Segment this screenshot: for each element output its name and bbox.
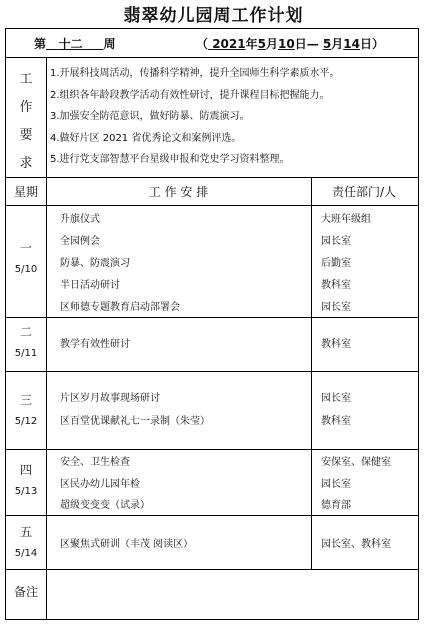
date-range: （ 2021年5月10日— 5月14日）: [196, 37, 385, 51]
task-item: 全园例会: [60, 236, 100, 247]
task-item: 区百堂优课献礼七一录制（朱莹）: [60, 416, 210, 427]
dept-item: 大班年级组: [321, 214, 371, 225]
notes-label: 备注: [13, 585, 38, 599]
task-item: 片区岁月故事现场研讨: [60, 393, 160, 404]
row-divider: [6, 57, 418, 58]
requirement-item: 3.加强安全防范意识，做好防暴、防震演习。: [50, 111, 250, 122]
row-divider: [6, 177, 418, 178]
task-item: 半日活动研讨: [60, 280, 120, 291]
row-divider: [6, 515, 418, 516]
header-tasks: 工 作 安 排: [148, 185, 209, 199]
day-cell-wednesday: 三 5/12: [14, 393, 38, 427]
day-cell-monday: 一 5/10: [14, 241, 38, 275]
column-divider: [46, 57, 47, 619]
plan-table: [5, 28, 419, 620]
row-divider: [6, 449, 418, 450]
dept-item: 园长室: [321, 393, 351, 404]
dept-item: 园长室: [321, 236, 351, 247]
requirements-list: [50, 63, 415, 171]
header-dept: 责任部门/人: [331, 185, 397, 199]
dept-item: 园长室: [321, 302, 351, 313]
task-item: 区聚焦式研训（丰茂 阅读区）: [60, 539, 194, 550]
dept-item: 园长室、教科室: [321, 539, 391, 550]
header-day: 星期: [13, 185, 38, 199]
requirement-item: 1.开展科技周活动，传播科学精神，提升全园师生科学素质水平。: [50, 68, 340, 79]
requirement-item: 5.进行党支部智慧平台星级申报和党史学习资料整理。: [50, 154, 290, 165]
page-title: 翡翠幼儿园周工作计划: [123, 6, 304, 26]
requirements-label: 工 作 要 求: [19, 71, 33, 171]
dept-item: 教科室: [321, 280, 351, 291]
row-divider: [6, 317, 418, 318]
requirement-item: 4.做好片区 2021 省优秀论文和案例评选。: [50, 132, 242, 144]
dept-item: 安保室、保健室: [321, 457, 391, 468]
dept-item: 德育部: [321, 500, 351, 511]
task-item: 安全、卫生检查: [60, 457, 130, 468]
dept-item: 教科室: [321, 339, 351, 350]
week-number: 第 十二 周: [34, 37, 116, 51]
notes-cell: [47, 570, 415, 618]
requirement-item: 2.组织各年龄段教学活动有效性研讨，提升课程目标把握能力。: [50, 89, 330, 101]
dept-item: 园长室: [321, 479, 351, 490]
row-divider: [6, 205, 418, 206]
task-item: 升旗仪式: [60, 214, 100, 225]
task-item: 区师德专题教育启动部署会: [60, 302, 180, 313]
day-cell-friday: 五 5/14: [14, 525, 38, 559]
task-item: 防暴、防震演习: [60, 258, 130, 269]
dept-item: 教科室: [321, 416, 351, 427]
column-divider: [311, 177, 312, 569]
dept-item: 后勤室: [321, 258, 351, 269]
task-item: 区民办幼儿园年检: [60, 479, 140, 490]
row-divider: [6, 371, 418, 372]
day-cell-tuesday: 二 5/11: [14, 325, 38, 359]
task-item: 超级变变变（试录）: [60, 500, 150, 511]
task-item: 教学有效性研讨: [60, 339, 130, 350]
day-cell-thursday: 四 5/13: [14, 463, 38, 497]
